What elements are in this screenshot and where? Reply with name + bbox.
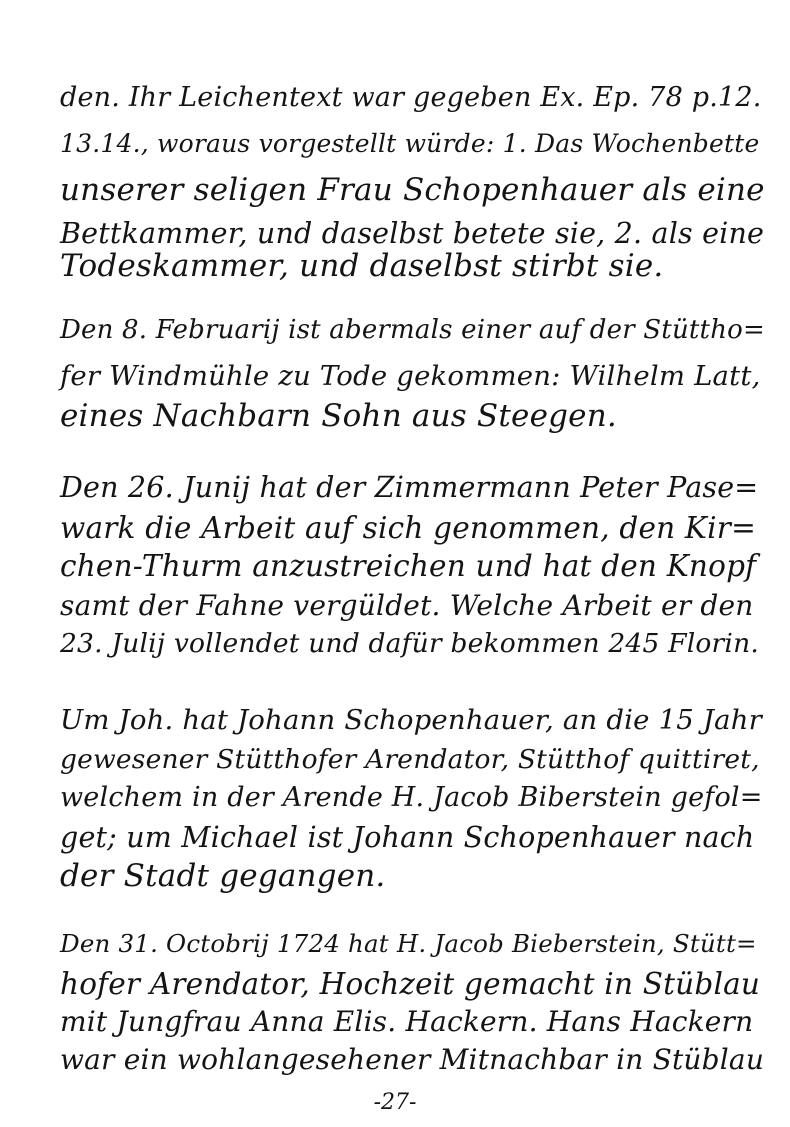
text-line: eines Nachbarn Sohn aus Steegen.	[60, 398, 617, 434]
text-line: Todeskammer, und daselbst stirbt sie.	[60, 248, 664, 284]
text-line: get; um Michael ist Johann Schopenhauer nach	[60, 821, 755, 854]
text-line: 13.14., woraus vorgestellt würde: 1. Das Wochenbette	[60, 129, 760, 158]
text-line: Bettkammer, und daselbst betete sie, 2. als eine	[60, 217, 765, 250]
text-line: der Stadt gegangen.	[60, 858, 386, 894]
text-line: Um Joh. hat Johann Schopenhauer, an die 15 Jahr	[60, 704, 762, 736]
text-line: hofer Arendator, Hochzeit gemacht in Stüblau	[60, 967, 761, 1001]
page-number: -27-	[373, 1090, 417, 1115]
text-line: den. Ihr Leichentext war gegeben Ex. Ep. 78 p.12.	[60, 82, 762, 113]
text-line: Den 26. Junij hat der Zimmermann Peter Pase=	[60, 471, 759, 504]
text-line: Den 31. Octobrij 1724 hat H. Jacob Bieberstein, Stütt=	[60, 929, 757, 958]
text-line: mit Jungfrau Anna Elis. Hackern. Hans Hackern	[60, 1005, 754, 1038]
text-line: 23. Julij vollendet und dafür bekommen 245 Florin.	[60, 628, 759, 659]
text-line: Den 8. Februarij ist abermals einer auf der Stüttho=	[60, 315, 765, 345]
text-line: chen-Thurm anzustreichen und hat den Knopf	[60, 549, 757, 583]
text-line: unserer seligen Frau Schopenhauer als eine	[60, 172, 765, 208]
text-line: war ein wohlangesehener Mitnachbar in Stüblau	[60, 1043, 765, 1076]
text-line: samt der Fahne vergüldet. Welche Arbeit er den	[60, 589, 754, 622]
text-line: wark die Arbeit auf sich genommen, den Kir=	[60, 511, 756, 545]
text-line: gewesener Stütthofer Arendator, Stütthof quittiret,	[60, 744, 760, 775]
text-line: welchem in der Arende H. Jacob Biberstein gefol=	[60, 782, 763, 813]
text-line: fer Windmühle zu Tode gekommen: Wilhelm Latt,	[60, 360, 761, 392]
